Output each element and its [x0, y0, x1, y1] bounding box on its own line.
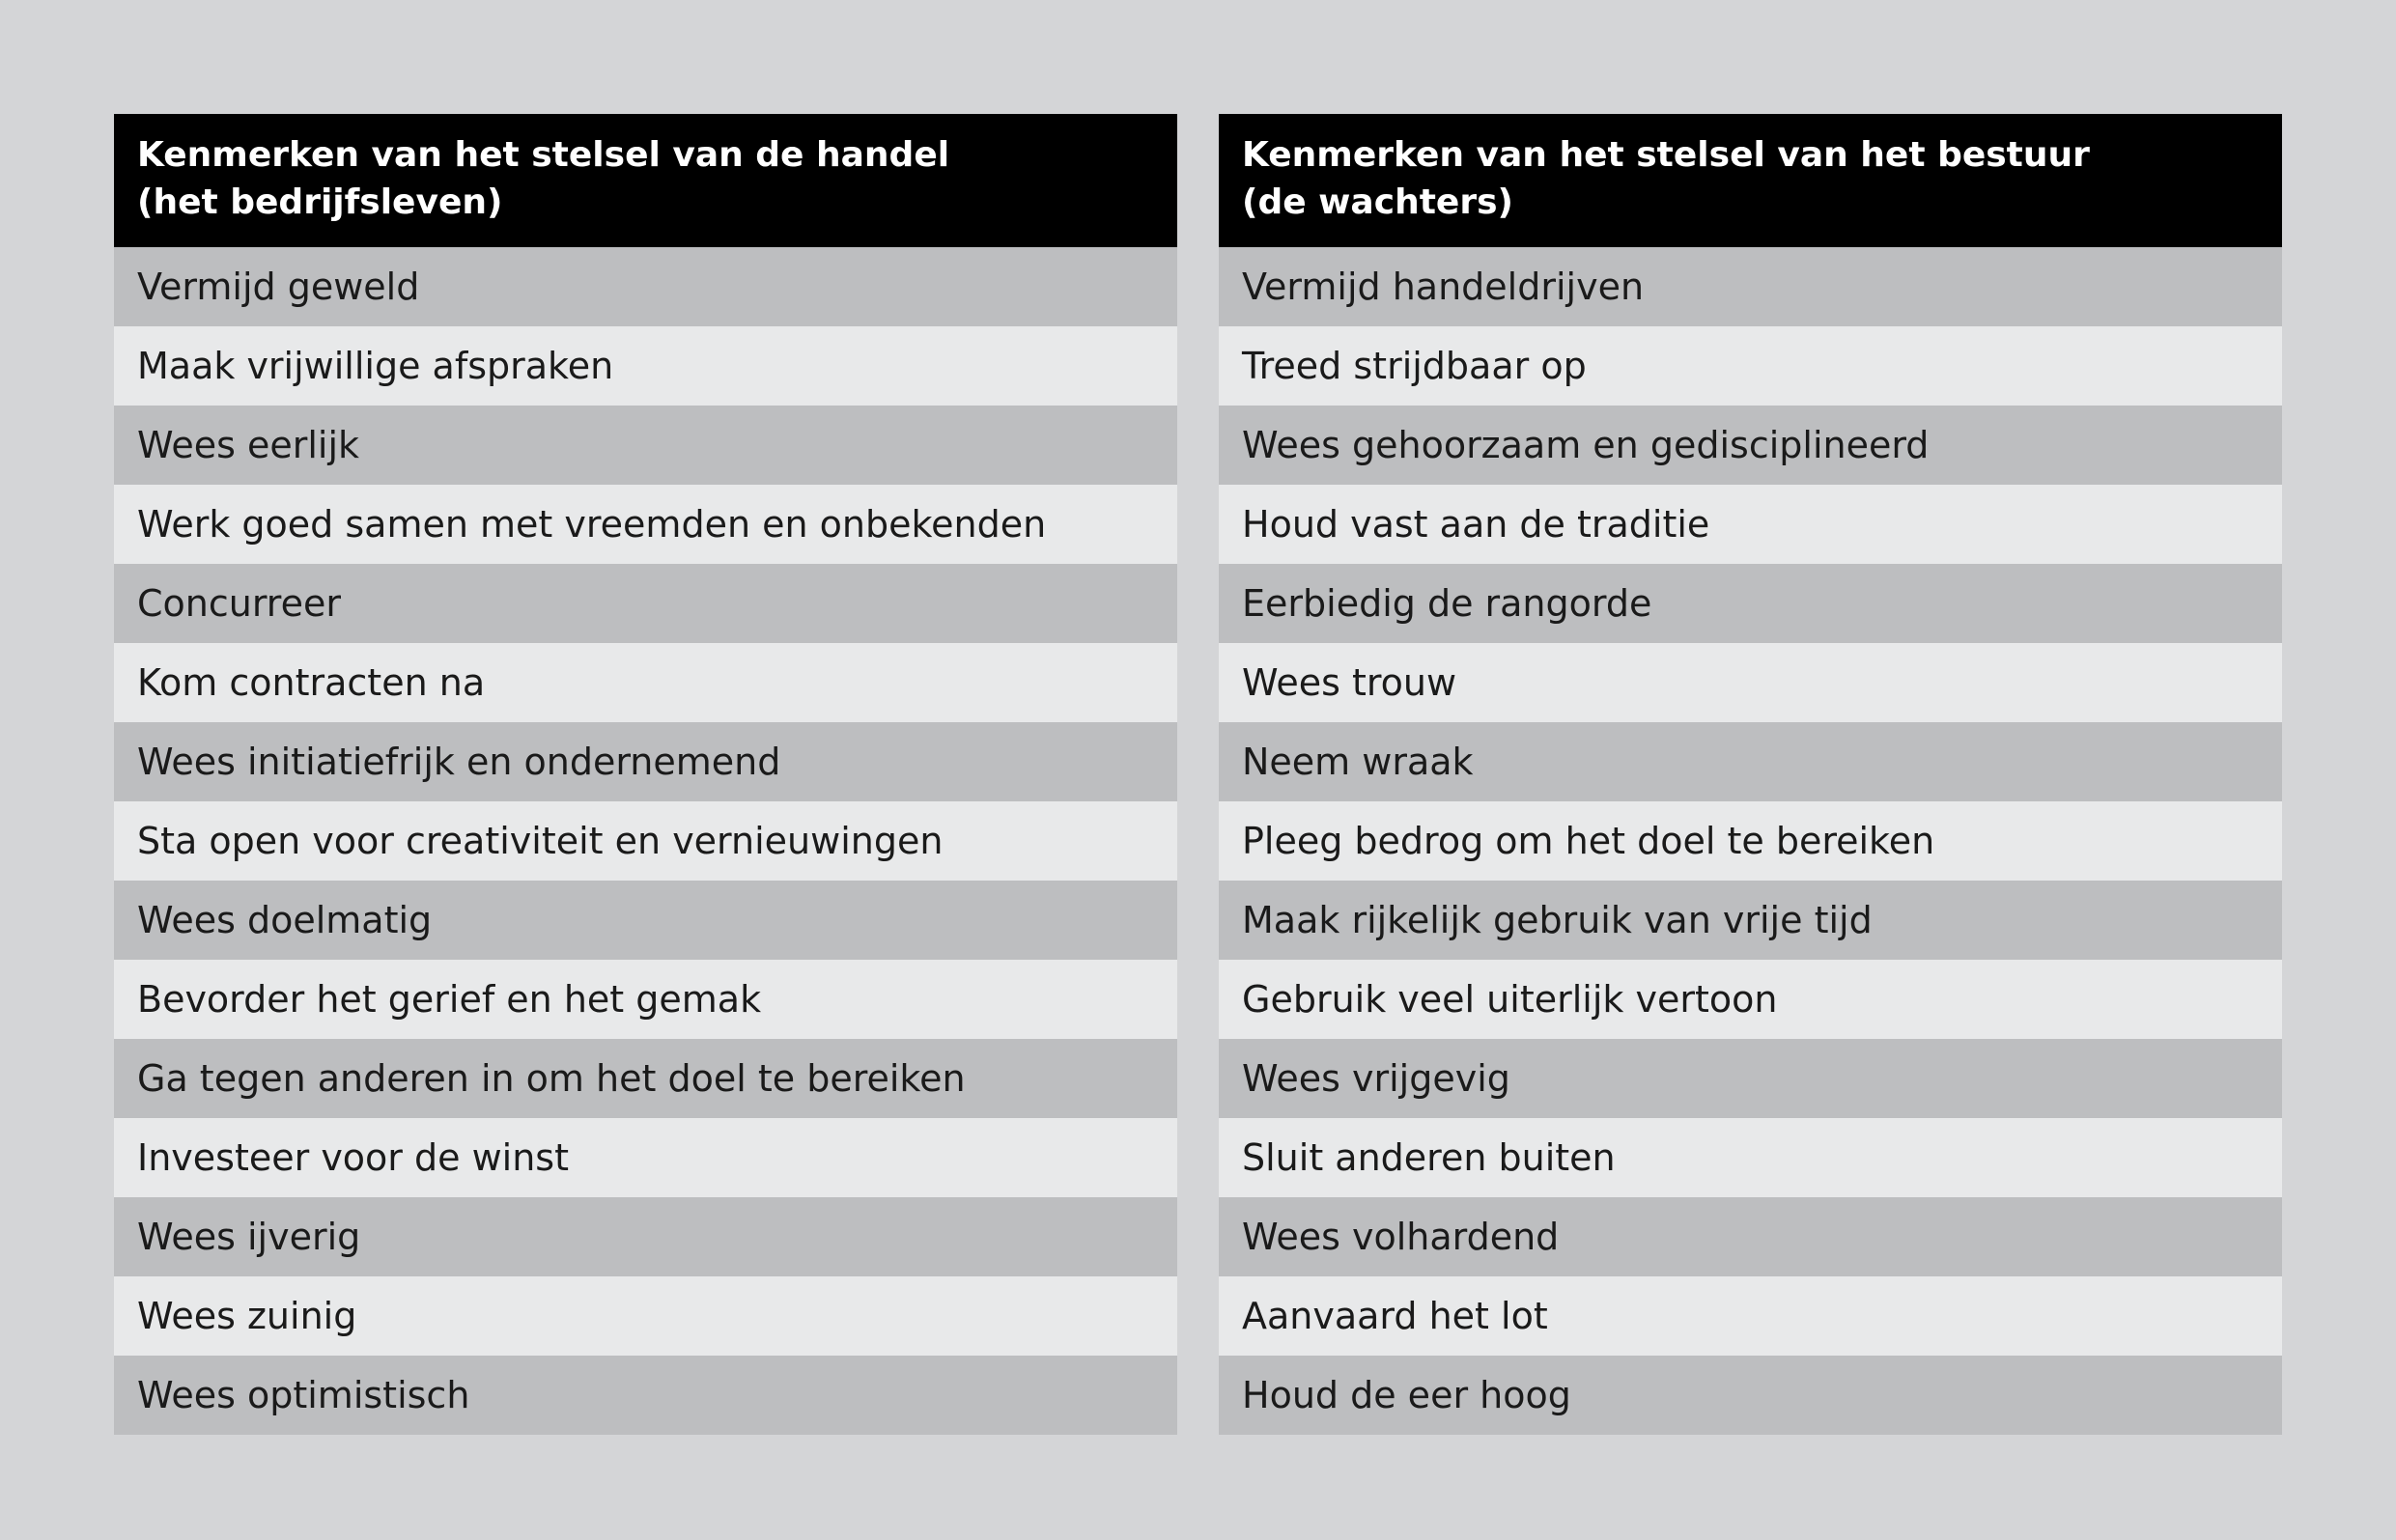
table-header	[1219, 114, 2282, 247]
table-row: Aanvaard het lot	[1219, 1276, 2282, 1356]
table-row: Wees vrijgevig	[1219, 1039, 2282, 1118]
header-title: Kenmerken van het stelsel van het bestuur	[1242, 135, 2090, 175]
table-body	[114, 247, 1177, 1435]
table-row: Bevorder het gerief en het gemak	[114, 960, 1177, 1039]
table-row: Wees gehoorzaam en gedisciplineerd	[1219, 406, 2282, 485]
table-row: Kom contracten na	[114, 643, 1177, 722]
table-bestuur	[1219, 114, 2282, 1435]
header-subtitle: (het bedrijfsleven)	[137, 182, 503, 222]
table-row: Treed strijdbaar op	[1219, 326, 2282, 406]
table-row: Vermijd geweld	[114, 247, 1177, 326]
table-row: Concurreer	[114, 564, 1177, 643]
table-row: Maak vrijwillige afspraken	[114, 326, 1177, 406]
table-row: Wees optimistisch	[114, 1356, 1177, 1435]
table-header	[114, 114, 1177, 247]
table-row: Wees trouw	[1219, 643, 2282, 722]
table-row: Houd vast aan de traditie	[1219, 485, 2282, 564]
table-handel	[114, 114, 1177, 1435]
table-row: Wees initiatiefrijk en ondernemend	[114, 722, 1177, 801]
table-row: Ga tegen anderen in om het doel te bereiken	[114, 1039, 1177, 1118]
header-subtitle: (de wachters)	[1242, 182, 1513, 222]
header-title: Kenmerken van het stelsel van de handel	[137, 135, 950, 175]
table-row: Sluit anderen buiten	[1219, 1118, 2282, 1197]
table-row: Maak rijkelijk gebruik van vrije tijd	[1219, 881, 2282, 960]
table-row: Wees zuinig	[114, 1276, 1177, 1356]
table-row: Wees doelmatig	[114, 881, 1177, 960]
table-row: Wees ijverig	[114, 1197, 1177, 1276]
table-row: Werk goed samen met vreemden en onbekenden	[114, 485, 1177, 564]
table-row: Wees volhardend	[1219, 1197, 2282, 1276]
table-row: Houd de eer hoog	[1219, 1356, 2282, 1435]
table-body	[1219, 247, 2282, 1435]
table-row: Investeer voor de winst	[114, 1118, 1177, 1197]
table-row: Pleeg bedrog om het doel te bereiken	[1219, 801, 2282, 881]
table-row: Eerbiedig de rangorde	[1219, 564, 2282, 643]
table-row: Gebruik veel uiterlijk vertoon	[1219, 960, 2282, 1039]
table-row: Sta open voor creativiteit en vernieuwingen	[114, 801, 1177, 881]
table-row: Wees eerlijk	[114, 406, 1177, 485]
table-row: Vermijd handeldrijven	[1219, 247, 2282, 326]
table-row: Neem wraak	[1219, 722, 2282, 801]
